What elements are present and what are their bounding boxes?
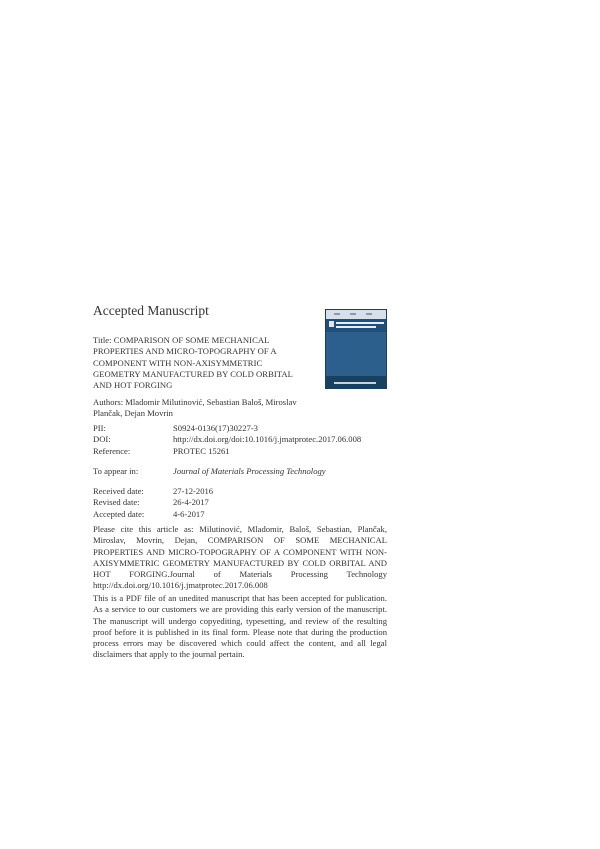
identifier-value: PROTEC 15261 <box>173 445 230 456</box>
appear-label: To appear in: <box>93 466 139 476</box>
date-label: Revised date: <box>93 497 140 508</box>
date-value: 27-12-2016 <box>173 486 214 496</box>
date-value: 4-6-2017 <box>173 508 205 519</box>
identifier-label: PII: <box>93 423 106 433</box>
article-title: Title: COMPARISON OF SOME MECHANICAL PROPERTIES AND MICRO-TOPOGRAPHY OF A COMPONENT WITH NON-AXISYMMETRIC GEOMETRY MANUFACTURED BY COLD ORBITAL AND HOT FORGING <box>93 335 293 391</box>
publisher-logo <box>329 321 334 327</box>
identifier-value: S0924-0136(17)30227-3 <box>173 423 258 433</box>
cover-title-line <box>336 322 384 324</box>
citation-paragraph: Please cite this article as: Milutinović, Mladomir, Baloš, Sebastian, Plančak, Miroslav, Movrin, Dejan, COMPARISON OF SOME MECHANICAL PROPERTIES AND MICRO-TOPOGRAPHY OF A COMPONENT WITH NON-AXISYMMETRIC GEOMETRY MANUFACTURED BY COLD ORBITAL AND HOT FORGING.Journal of Materials Processing Technology http://dx.doi.org/10.1016/j.jmatprotec.2017.06.008 <box>93 524 387 591</box>
disclaimer-paragraph: This is a PDF file of an unedited manuscript that has been accepted for publication. As a service to our customers we are providing this early version of the manuscript. The manuscript will undergo copyediting, typesetting, and review of the resulting proof before it is published in its final form. Please note that during the production process errors may be discovered which could affect the content, and all legal disclaimers that apply to the journal pertain. <box>93 593 387 660</box>
identifier-label: Reference: <box>93 445 131 456</box>
page-heading: Accepted Manuscript <box>93 303 209 318</box>
journal-name: Journal of Materials Processing Technology <box>173 466 326 476</box>
cover-title-line <box>336 326 376 328</box>
cover-footer <box>326 376 386 388</box>
date-label: Accepted date: <box>93 508 145 519</box>
cover-header-strip <box>326 310 386 319</box>
authors-line: Authors: Mladomir Milutinović, Sebastian Baloš, Miroslav Plančak, Dejan Movrin <box>93 397 297 419</box>
cover-body <box>326 332 386 376</box>
identifier-label: DOI: <box>93 434 111 445</box>
date-value: 26-4-2017 <box>173 497 209 508</box>
doi-link[interactable]: http://dx.doi.org/doi:10.1016/j.jmatprotec.2017.06.008 <box>173 434 362 445</box>
date-label: Received date: <box>93 486 144 496</box>
journal-cover-image <box>325 309 387 389</box>
